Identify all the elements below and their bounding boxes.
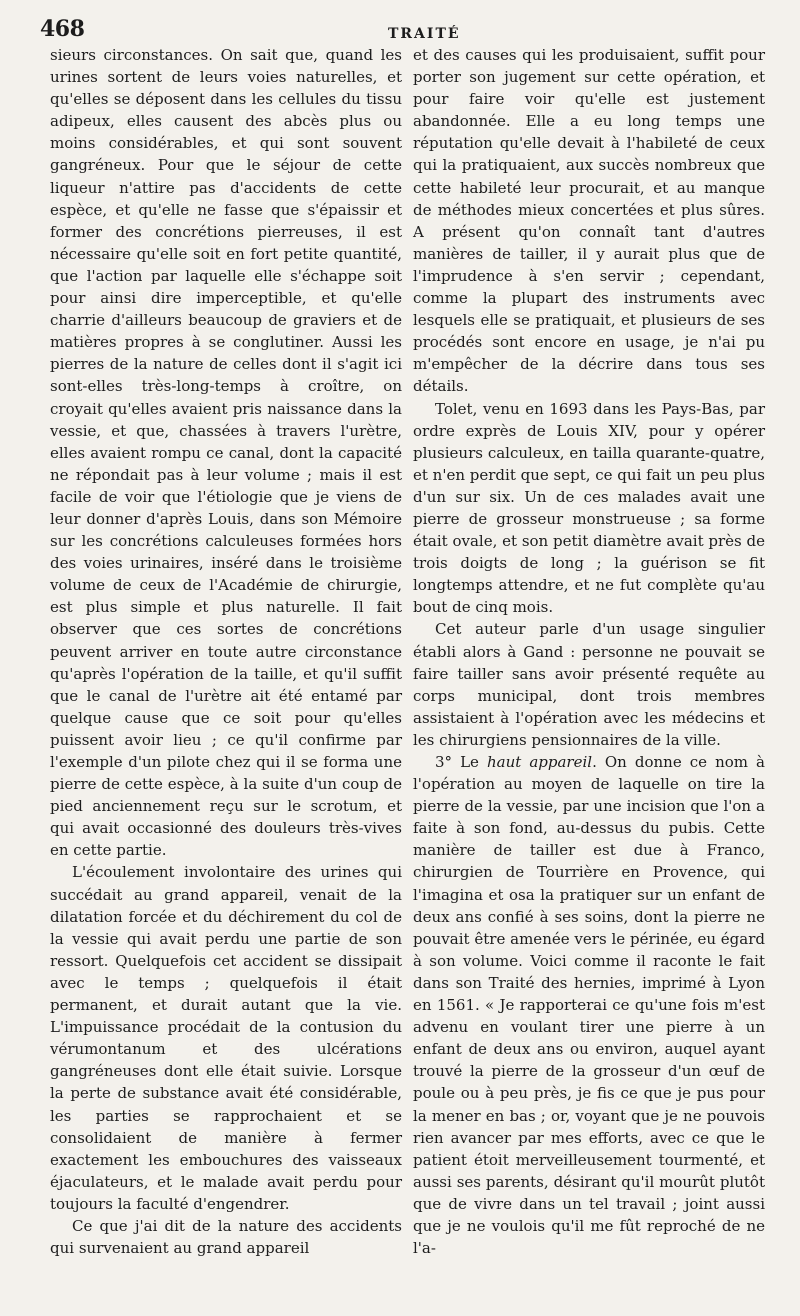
paragraph: Tolet, venu en 1693 dans les Pays-Bas, par ordre exprès de Louis XIV, pour y opérer plusieurs calculeux, en tailla quarante-quatre, et n'en perdit que sept, ce qui fait un peu plus d'un sur six. Un de ces malades avait une pierre de grosseur monstrueuse ; sa forme était ovale, et son petit diamètre avait près de trois doigts de long ; la guérison se fit longtemps attendre, et ne fut complète qu'au bout de cinq mois. [413, 399, 765, 617]
paragraph-body: . On donne ce nom à l'opération au moyen de laquelle on tire la pierre de la vessie, par une incision que l'on a faite à son fond, au-dessus du pubis. Cette manière de tailler est due à Franco, chirurgien de Tourrière en Provence, qui l'imagina et osa la pratiquer sur un enfant de deux ans confié à ses soins, dont la pierre ne pouvait être amenée vers le périnée, eu égard à son volume. Voici comme il raconte le fait dans son Traité des hernies, imprimé à Lyon en 1561. « Je rapporterai ce qu'une fois m'est advenu en voulant tirer une pierre à un enfant de deux ans ou environ, auquel ayant trouvé la pierre de la grosseur d'un œuf de poule ou à peu près, je fis ce que je pus pour la mener en bas ; or, voyant que je ne pouvois rien avancer par mes efforts, avec ce que le patient étoit merveilleusement tourmenté, et aussi ses parents, désirant qu'il mourût plutôt que de vivre dans un tel travail ; joint aussi que je ne voulois qu'il me fût reproché de ne l'a- [413, 753, 765, 1258]
right-column [413, 44, 765, 1259]
paragraph: sieurs circonstances. On sait que, quand les urines sortent de leurs voies naturelles, et qu'elles se déposent dans les cellules du tissu adipeux, elles causent des abcès plus ou moins considérables, et qui sont souvent gangréneux. Pour que le séjour de cette liqueur n'attire pas d'accidents de cette espèce, et qu'elle ne fasse que s'épaissir et former des concrétions pierreuses, il est nécessaire qu'elle soit en fort petite quantité, que l'action par laquelle elle s'échappe soit pour ainsi dire imperceptible, et qu'elle charrie d'ailleurs beaucoup de graviers et de matières propres à se conglutiner. Aussi les pierres de la nature de celles dont il s'agit ici sont-elles très-long-temps à croître, on croyait qu'elles avaient pris naissance dans la vessie, et que, chassées à travers l'urètre, elles avaient rompu ce canal, dont la capacité ne répondait pas à leur volume ; mais il est facile de voir que l'étiologie que je viens de leur donner d'après Louis, dans son Mémoire sur les concrétions calculeuses formées hors des voies urinaires, inséré dans le troisième volume de ceux de l'Académie de chirurgie, est plus simple et plus naturelle. Il fait observer que ces sortes de concrétions peuvent arriver en toute autre circonstance qu'après l'opération de la taille, et qu'il suffit que le canal de l'urètre ait été entamé par quelque cause que ce soit pour qu'elles puissent avoir lieu ; ce qu'il confirme par l'exemple d'un pilote chez qui il se forma une pierre de cette espèce, à la suite d'un coup de pied anciennement reçu sur le scrotum, et qui avait occasionné des douleurs très-vives en cette partie. [50, 46, 402, 860]
paragraph: L'écoulement involontaire des urines qui succédait au grand appareil, venait de la dilatation forcée et du déchirement du col de la vessie qui avait perdu une partie de son ressort. Quelquefois cet accident se dissipait avec le temps ; quelquefois il était permanent, et durait autant que la vie. L'impuissance procédait de la contusion du vérumontanum et des ulcérations gangréneuses dont elle était suivie. Lorsque la perte de substance avait été considérable, les parties se rapprochaient et se consolidaient de manière à fermer exactement les embouchures des vaisseaux éjaculateurs, et le malade avait perdu pour toujours la faculté d'engendrer. [50, 863, 402, 1213]
paragraph: et des causes qui les produisaient, suffit pour porter son jugement sur cette opération, et pour faire voir qu'elle est justement abandonnée. Elle a eu long temps une réputation qu'elle devait à l'habileté de ceux qui la pratiquaient, aux succès nombreux que cette habileté leur procurait, et au manque de méthodes mieux concertées et plus sûres. A présent qu'on connaît tant d'autres manières de tailler, il y aurait plus que de l'imprudence à s'en servir ; cependant, comme la plupart des instruments avec lesquels elle se pratiquait, et plusieurs de ses procédés sont encore en usage, je n'ai pu m'empêcher de la décrire dans tous ses détails. [413, 46, 765, 396]
left-column [50, 44, 402, 1259]
running-title: TRAITÉ [388, 26, 461, 42]
page-number: 468 [40, 16, 85, 42]
paragraph-lead: 3° Le [435, 753, 487, 771]
paragraph: Cet auteur parle d'un usage singulier établi alors à Gand : personne ne pouvait se faire tailler sans avoir présenté requête au corps municipal, dont trois membres assistaient à l'opération avec les médecins et les chirurgiens pensionnaires de la ville. [413, 620, 765, 749]
paragraph-haut-appareil [413, 751, 765, 1259]
paragraph: Ce que j'ai dit de la nature des accidents qui survenaient au grand appareil [50, 1216, 402, 1258]
section-term: haut appareil [486, 753, 593, 771]
